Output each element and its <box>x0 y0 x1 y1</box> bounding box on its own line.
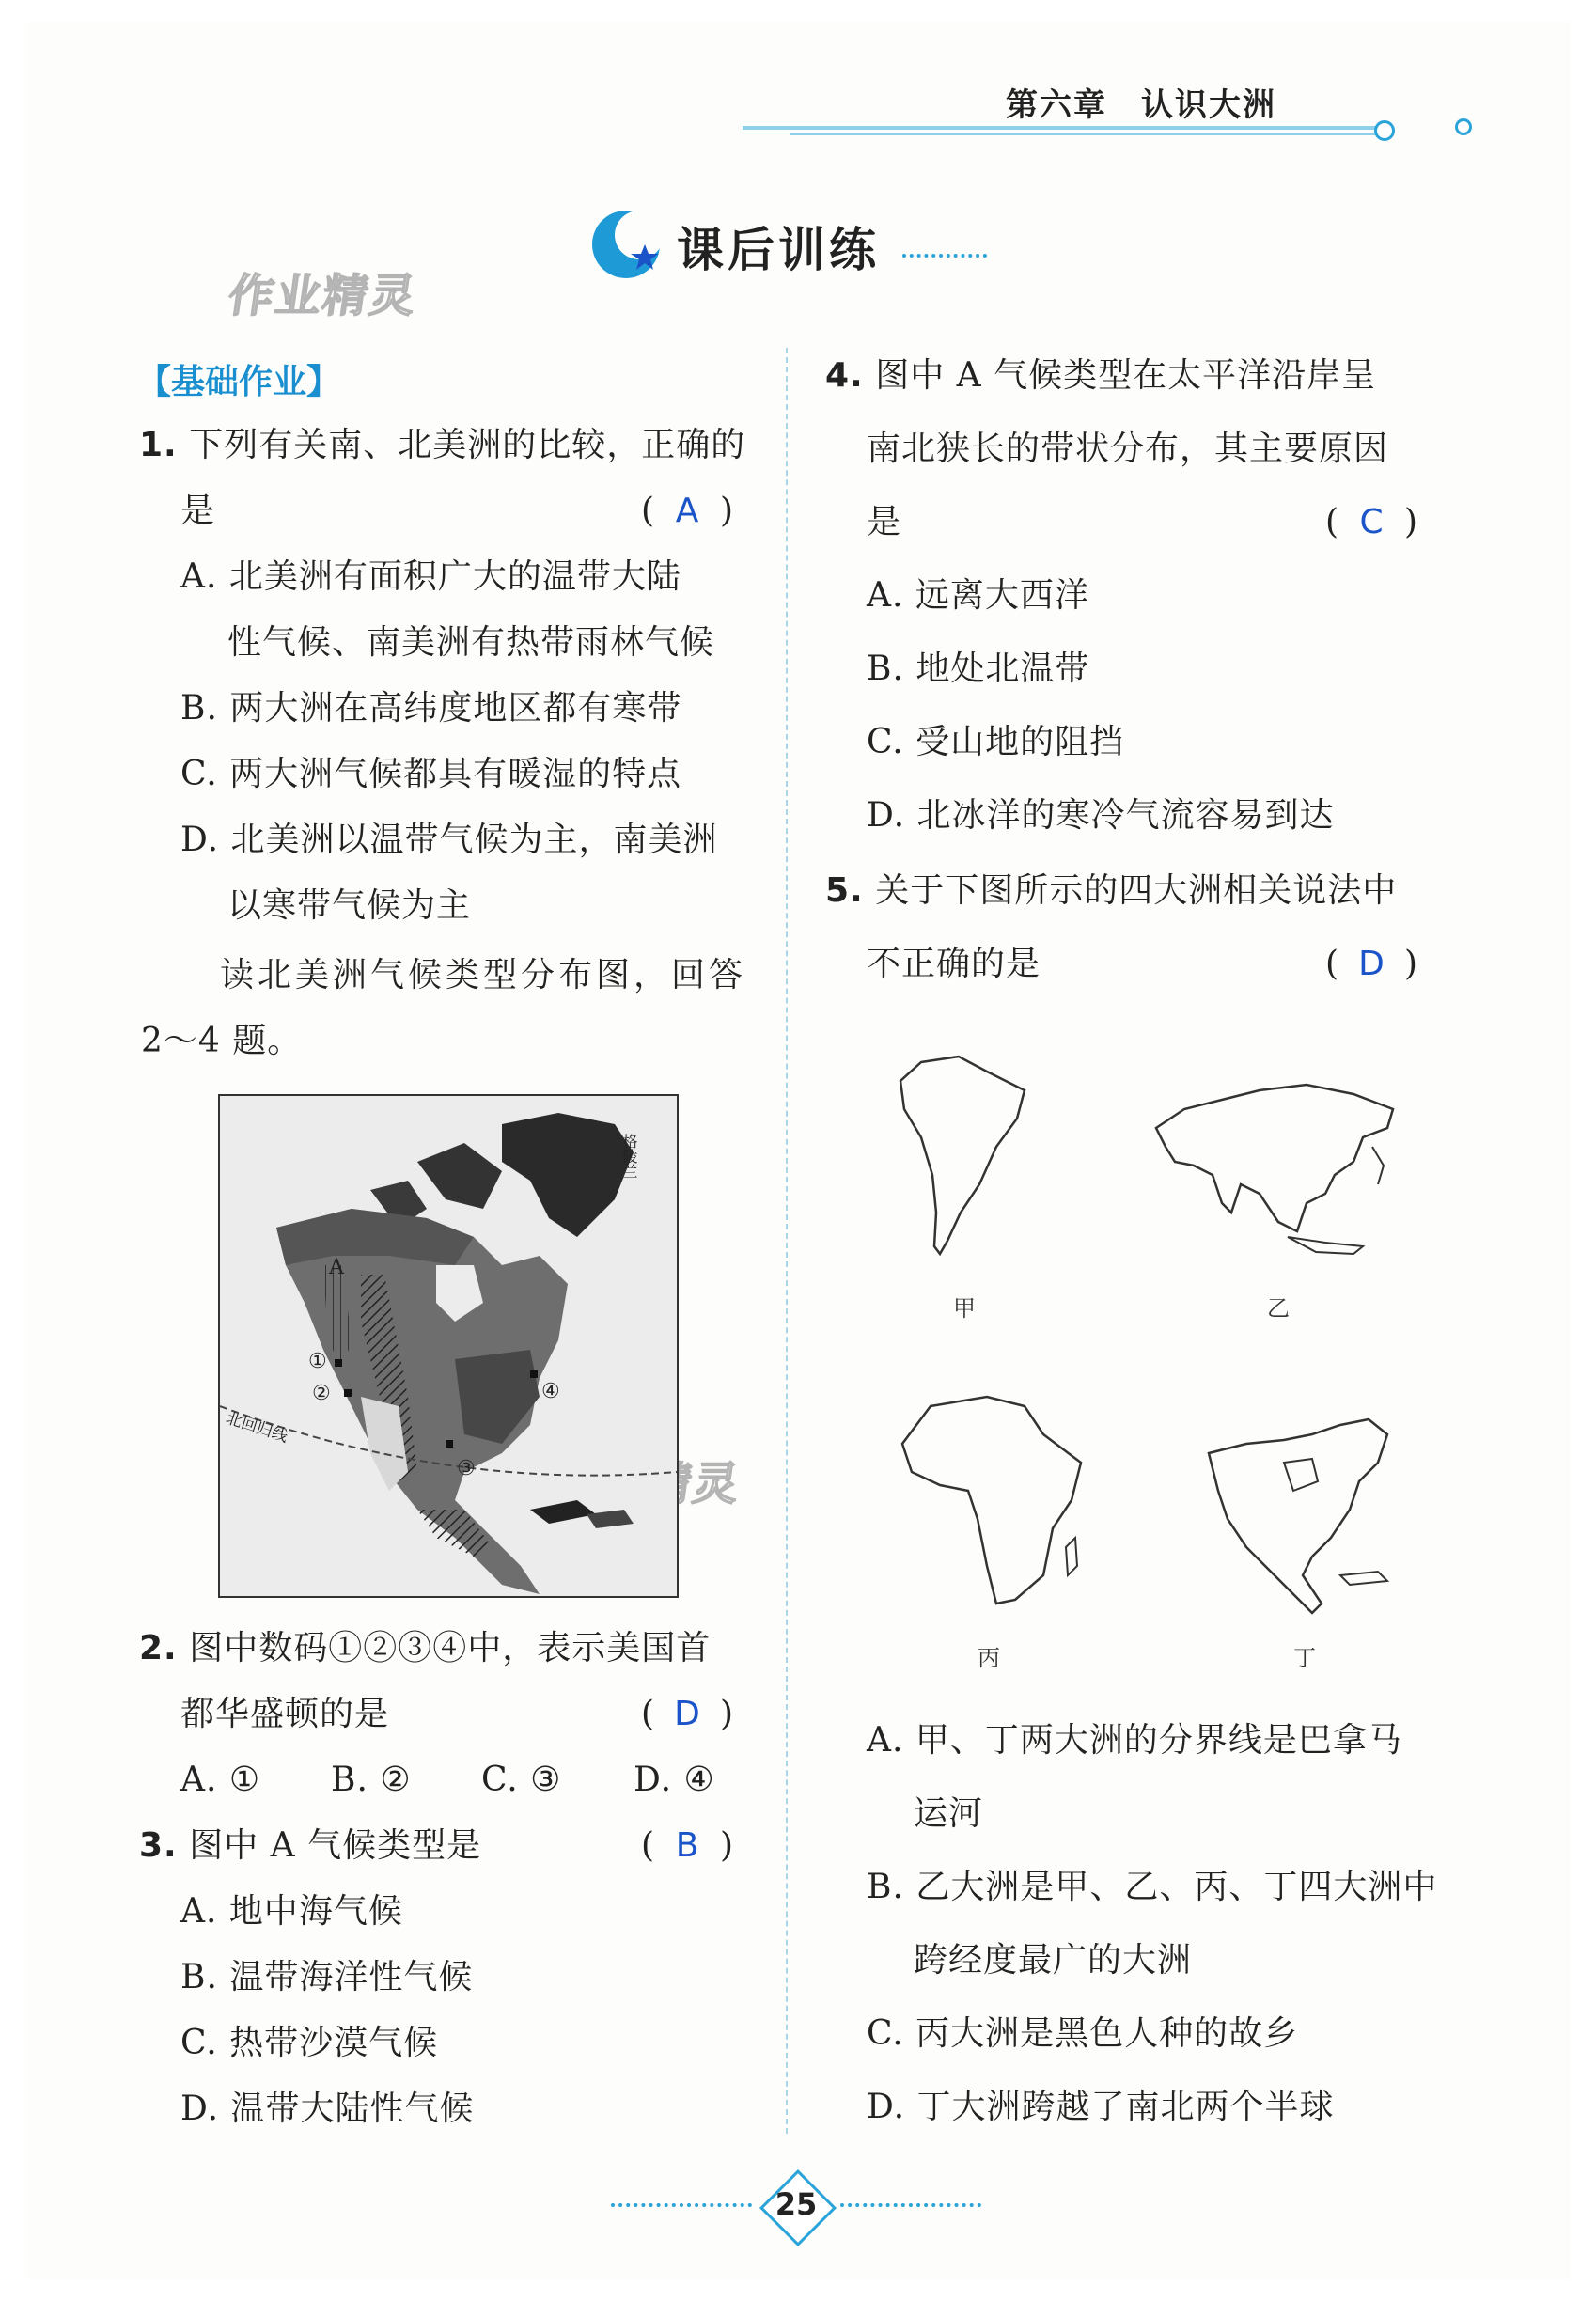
asia-outline <box>1147 1072 1410 1260</box>
q3-option-c: C. 热带沙漠气候 <box>180 2024 439 2062</box>
caption-bing: 丙 <box>978 1645 1000 1671</box>
q1-answer: A <box>675 492 699 530</box>
q4-stem-line1 <box>825 355 1376 397</box>
q1-option-d-cont: 以寒带气候为主 <box>227 886 472 925</box>
q1-option-b: B. 两大洲在高纬度地区都有寒带 <box>180 689 682 728</box>
q5-stem-text: 关于下图所示的四大洲相关说法中 <box>875 871 1398 910</box>
map-label-tropic: 北回归线 <box>223 1408 290 1447</box>
q5-option-a: A. 甲、丁两大洲的分界线是巴拿马 <box>867 1721 1402 1760</box>
q2-answer: D <box>674 1695 700 1733</box>
header-rule <box>743 126 1382 130</box>
map-label-1: ① <box>308 1350 327 1373</box>
q5-number: 5. <box>825 871 864 910</box>
q1-option-d: D. 北美洲以温带气候为主，南美洲 <box>180 821 718 859</box>
section-title: 课后训练 <box>677 223 880 277</box>
section-label: 【基础作业】 <box>137 363 341 401</box>
q1-answer-paren: ( A ) <box>641 492 734 530</box>
q1-number: 1. <box>139 426 178 464</box>
q5-option-d: D. 丁大洲跨越了南北两个半球 <box>867 2088 1335 2126</box>
q1-stem-text: 下列有关南、北美洲的比较，正确的 <box>189 426 746 464</box>
climate-map-graphic <box>220 1096 677 1596</box>
q4-number: 4. <box>825 356 864 395</box>
q4-option-b: B. 地处北温带 <box>867 650 1090 688</box>
q2-option-b: B. ② <box>331 1761 412 1799</box>
q1-option-a: A. 北美洲有面积广大的温带大陆 <box>180 557 681 596</box>
map-intro-line1: 读北美洲气候类型分布图，回答 <box>220 956 747 994</box>
q3-option-a: A. 地中海气候 <box>180 1892 403 1931</box>
q3-option-d: D. 温带大陆性气候 <box>180 2090 475 2128</box>
header-rule-thin <box>790 133 1382 135</box>
q3-stem <box>139 1825 481 1867</box>
q2-answer-paren: ( D ) <box>641 1695 734 1733</box>
caption-yi: 乙 <box>1267 1295 1290 1322</box>
page-number-dots-left <box>611 2203 752 2207</box>
q4-answer-paren: ( C ) <box>1325 503 1418 541</box>
page-number: 25 <box>775 2186 818 2222</box>
watermark-top: 作业精灵 <box>225 270 421 322</box>
q5-answer: D <box>1358 945 1385 983</box>
q3-stem-text: 图中 A 气候类型是 <box>189 1826 482 1865</box>
q5-answer-paren: ( D ) <box>1325 945 1418 983</box>
q5-option-c: C. 丙大洲是黑色人种的故乡 <box>867 2014 1299 2053</box>
q4-option-a: A. 远离大西洋 <box>867 576 1089 615</box>
map-label-2: ② <box>312 1382 331 1405</box>
q2-option-c: C. ③ <box>481 1761 562 1799</box>
training-badge-icon <box>590 205 667 282</box>
q3-number: 3. <box>139 1826 178 1865</box>
q2-stem-line2: 都华盛顿的是 <box>180 1695 390 1733</box>
page-number-dots-right <box>840 2203 981 2207</box>
q3-answer: B <box>675 1826 699 1865</box>
map-intro-line2: 2～4 题。 <box>141 1022 303 1060</box>
q4-option-d: D. 北冰洋的寒冷气流容易到达 <box>867 796 1335 835</box>
q4-stem-line2: 南北狭长的带状分布，其主要原因 <box>867 430 1389 468</box>
header-dot-icon <box>1374 120 1395 141</box>
q3-option-b: B. 温带海洋性气候 <box>180 1958 474 1996</box>
q2-option-d: D. ④ <box>634 1761 715 1799</box>
q5-option-a-cont: 运河 <box>914 1794 984 1833</box>
q1-stem-line1 <box>139 425 745 466</box>
q2-option-a: A. ① <box>180 1761 261 1799</box>
africa-outline <box>893 1387 1100 1613</box>
map-label-greenland: 格陵兰 <box>620 1134 638 1179</box>
caption-jia: 甲 <box>953 1295 976 1322</box>
south-america-outline <box>893 1053 1034 1260</box>
q5-option-b: B. 乙大洲是甲、乙、丙、丁四大洲中 <box>867 1868 1438 1906</box>
q2-stem-text: 图中数码①②③④中，表示美国首 <box>189 1629 712 1667</box>
q5-stem-line2: 不正确的是 <box>867 945 1041 983</box>
header-dot-small-icon <box>1455 118 1472 135</box>
page-number-badge <box>761 2171 831 2241</box>
column-divider <box>786 348 788 2134</box>
map-label-a: A <box>329 1256 344 1279</box>
north-america-climate-map <box>218 1094 679 1598</box>
q3-answer-paren: ( B ) <box>641 1826 734 1865</box>
q4-answer: C <box>1359 503 1384 541</box>
chapter-header: 第六章 认识大洲 <box>1006 86 1276 124</box>
q1-option-a-cont: 性气候、南美洲有热带雨林气候 <box>227 623 715 662</box>
title-dots <box>902 254 987 258</box>
q1-option-c: C. 两大洲气候都具有暖湿的特点 <box>180 755 682 793</box>
q2-stem-line1 <box>139 1628 711 1669</box>
q4-option-c: C. 受山地的阻挡 <box>867 723 1125 761</box>
q5-stem-line1 <box>825 870 1397 912</box>
caption-ding: 丁 <box>1293 1645 1316 1671</box>
map-label-3: ③ <box>457 1457 476 1480</box>
north-america-outline <box>1199 1406 1406 1632</box>
q5-option-b-cont: 跨经度最广的大洲 <box>914 1941 1193 1980</box>
q1-stem-line2: 是 <box>180 492 216 530</box>
q2-number: 2. <box>139 1629 178 1667</box>
q4-stem-text: 图中 A 气候类型在太平洋沿岸呈 <box>875 356 1377 395</box>
map-label-4: ④ <box>541 1380 560 1403</box>
q4-stem-line3: 是 <box>867 503 902 541</box>
